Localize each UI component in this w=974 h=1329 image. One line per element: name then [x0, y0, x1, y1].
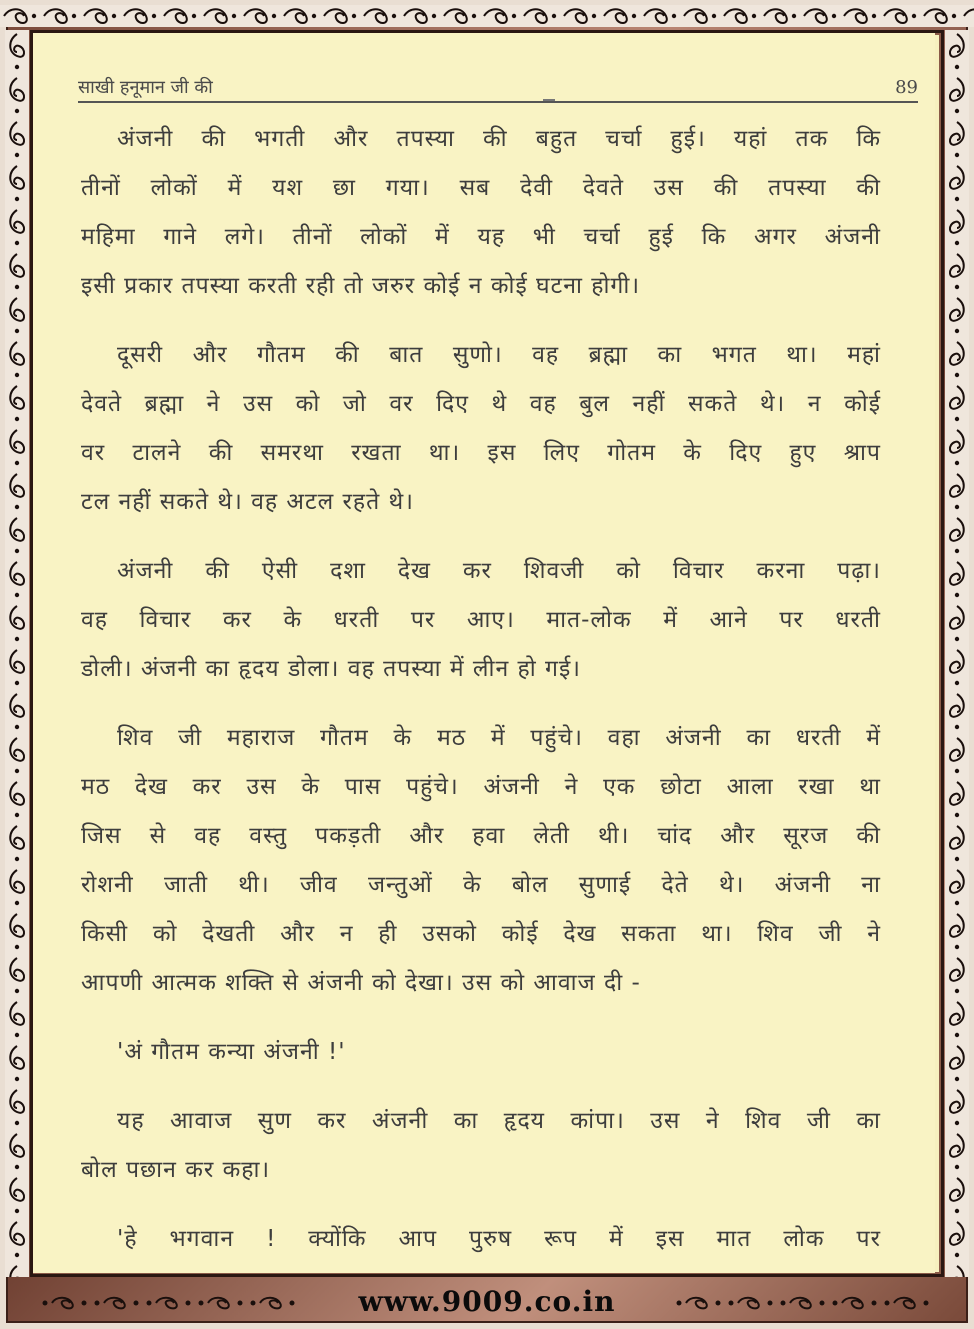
text-line: महिमा गाने लगे। तीनों लोकों में यह भी चर्चा हुई कि अगर अंजनी — [81, 224, 881, 250]
page-number: 89 — [895, 77, 918, 98]
paragraph — [81, 331, 881, 527]
footer-right-ornament — [674, 1293, 934, 1313]
text-line: इसी प्रकार तपस्या करती रही तो जरुर कोई न कोई घटना होगी। — [81, 273, 641, 299]
text-line: मठ देख कर उस के पास पहुंचे। अंजनी ने एक छोटा आला रखा था — [81, 774, 881, 800]
text-line: जिस से वह वस्तु पकड़ती और हवा लेती थी। चांद और सूरज की — [81, 823, 881, 849]
paragraph — [81, 547, 881, 694]
text-line: 'अं गौतम कन्या अंजनी !' — [117, 1039, 346, 1065]
paragraph — [81, 1028, 881, 1077]
text-line: अंजनी की भगती और तपस्या की बहुत चर्चा हुई। यहां तक कि — [117, 126, 881, 152]
text-line: किसी को देखती और न ही उसको कोई देख सकता था। शिव जी ने — [81, 921, 881, 947]
paragraph — [81, 1215, 881, 1264]
text-line: देवते ब्रह्मा ने उस को जो वर दिए थे वह बुल नहीं सकते थे। न कोई — [81, 391, 881, 417]
text-line: रोशनी जाती थी। जीव जन्तुओं के बोल सुणाई देते थे। अंजनी ना — [81, 872, 881, 898]
text-line: वर टालने की समरथा रखता था। इस लिए गोतम के दिए हुए श्राप — [81, 440, 881, 466]
right-ornament-border — [945, 30, 969, 1277]
running-title: साखी हनूमान जी की — [78, 77, 213, 98]
paragraph — [81, 115, 881, 311]
book-page — [33, 33, 935, 1273]
text-line: यह आवाज सुण कर अंजनी का हृदय कांपा। उस ने शिव जी का — [117, 1108, 881, 1134]
text-line: वह विचार कर के धरती पर आए। मात-लोक में आने पर धरती — [81, 607, 881, 633]
header-dash — [543, 99, 555, 101]
text-line: तीनों लोकों में यश छा गया। सब देवी देवते उस की तपस्या की — [81, 175, 881, 201]
website-url: www.9009.co.in — [358, 1285, 616, 1318]
text-line: अंजनी की ऐसी दशा देख कर शिवजी को विचार करना पढ़ा। — [117, 558, 881, 584]
text-line: बोल पछान कर कहा। — [81, 1157, 271, 1183]
text-line: टल नहीं सकते थे। वह अटल रहते थे। — [81, 489, 414, 515]
paragraph — [81, 714, 881, 1008]
body-text — [81, 115, 881, 1284]
left-ornament-border — [5, 30, 29, 1277]
text-line: डोली। अंजनी का हृदय डोला। वह तपस्या में लीन हो गई। — [81, 656, 581, 682]
text-line: दूसरी और गौतम की बात सुणो। वह ब्रह्मा का भगत था। महां — [117, 342, 881, 368]
page-header — [78, 73, 918, 103]
top-ornament-border — [0, 5, 974, 27]
text-line: शिव जी महाराज गौतम के मठ में पहुंचे। वहा अंजनी का धरती में — [117, 725, 881, 751]
paragraph — [81, 1097, 881, 1195]
text-line: आपणी आत्मक शक्ति से अंजनी को देखा। उस को आवाज दी - — [81, 970, 641, 996]
footer — [0, 1283, 974, 1323]
text-line: 'हे भगवान ! क्योंकि आप पुरुष रूप में इस मात लोक पर — [117, 1226, 881, 1252]
